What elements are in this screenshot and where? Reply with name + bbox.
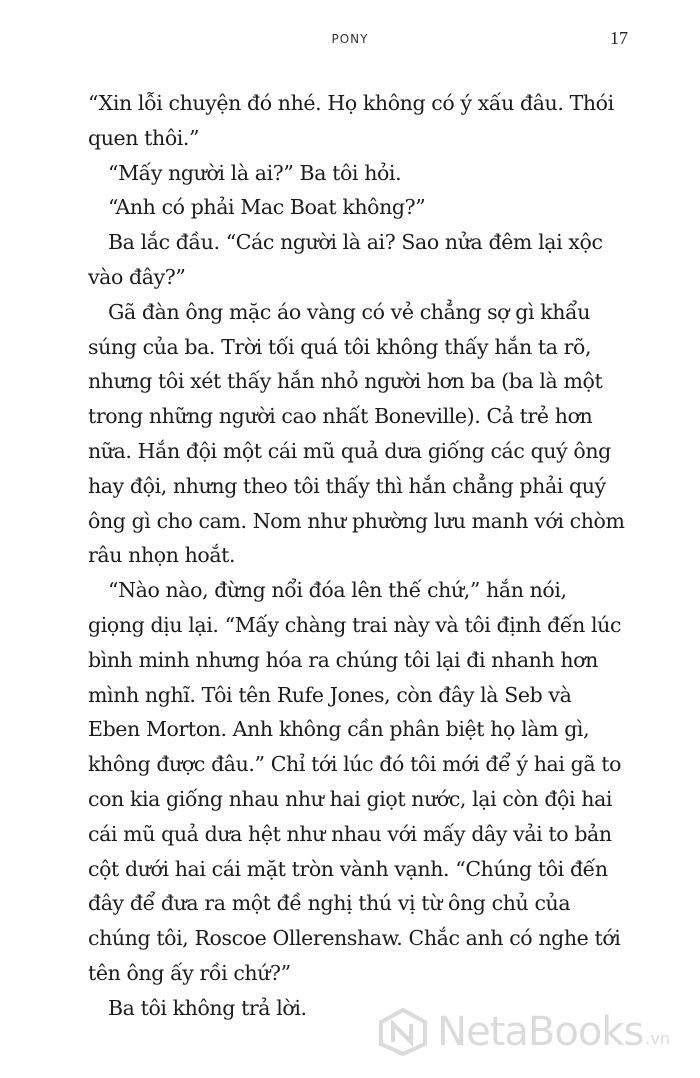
watermark bbox=[377, 1008, 670, 1056]
paragraph: “Xin lỗi chuyện đó nhé. Họ không có ý xấu đâu. Thói quen thôi.” bbox=[88, 91, 614, 150]
paragraph: Ba tôi không trả lời. bbox=[108, 995, 307, 1020]
watermark-brand: NetaBooks bbox=[437, 1009, 644, 1055]
page-number: 17 bbox=[610, 28, 628, 48]
paragraph: “Nào nào, đừng nổi đóa lên thế chứ,” hắn nói, giọng dịu lại. “Mấy chàng trai này và tôi định đến lúc bình minh nhưng hóa ra chúng tôi lại đi nhanh hơn mình nghĩ. Tôi tên Rufe Jones, còn đây là Seb và Eben Morton. Anh không cần phân biệt họ làm gì, không được đâu.” Chỉ tới lúc đó tôi mới để ý hai gã to con kia giống nhau như hai giọt nước, lại còn đội hai cái mũ quả dưa hệt như nhau với mấy dây vải to bản cột dưới hai cái mặt tròn vành vạnh. “Chúng tôi đến đây để đưa ra một đề nghị thú vị từ ông chủ của chúng tôi, Roscoe Ollerenshaw. Chắc anh có nghe tới tên ông ấy rồi chứ?” bbox=[88, 578, 622, 985]
paragraph: Ba lắc đầu. “Các người là ai? Sao nửa đêm lại xộc vào đây?” bbox=[88, 230, 603, 289]
paragraph: Gã đàn ông mặc áo vàng có vẻ chẳng sợ gì khẩu súng của ba. Trời tối quá tôi không thấy hắn ta rõ, nhưng tôi xét thấy hắn nhỏ người hơn ba (ba là một trong những người cao nhất Boneville). Cả trẻ hơn nữa. Hắn đội một cái mũ quả dưa giống các quý ông hay đội, nhưng theo tôi thấy thì hắn chẳng phải quý ông gì cho cam. Nom như phường lưu manh với chòm râu nhọn hoắt. bbox=[88, 299, 625, 568]
body-text bbox=[88, 86, 628, 1026]
page-header bbox=[0, 28, 700, 58]
netabooks-logo-icon bbox=[377, 1008, 429, 1056]
running-title: PONY bbox=[331, 32, 369, 46]
paragraph: “Anh có phải Mac Boat không?” bbox=[108, 195, 426, 220]
watermark-suffix: .vn bbox=[645, 1029, 670, 1048]
paragraph: “Mấy người là ai?” Ba tôi hỏi. bbox=[108, 160, 402, 185]
